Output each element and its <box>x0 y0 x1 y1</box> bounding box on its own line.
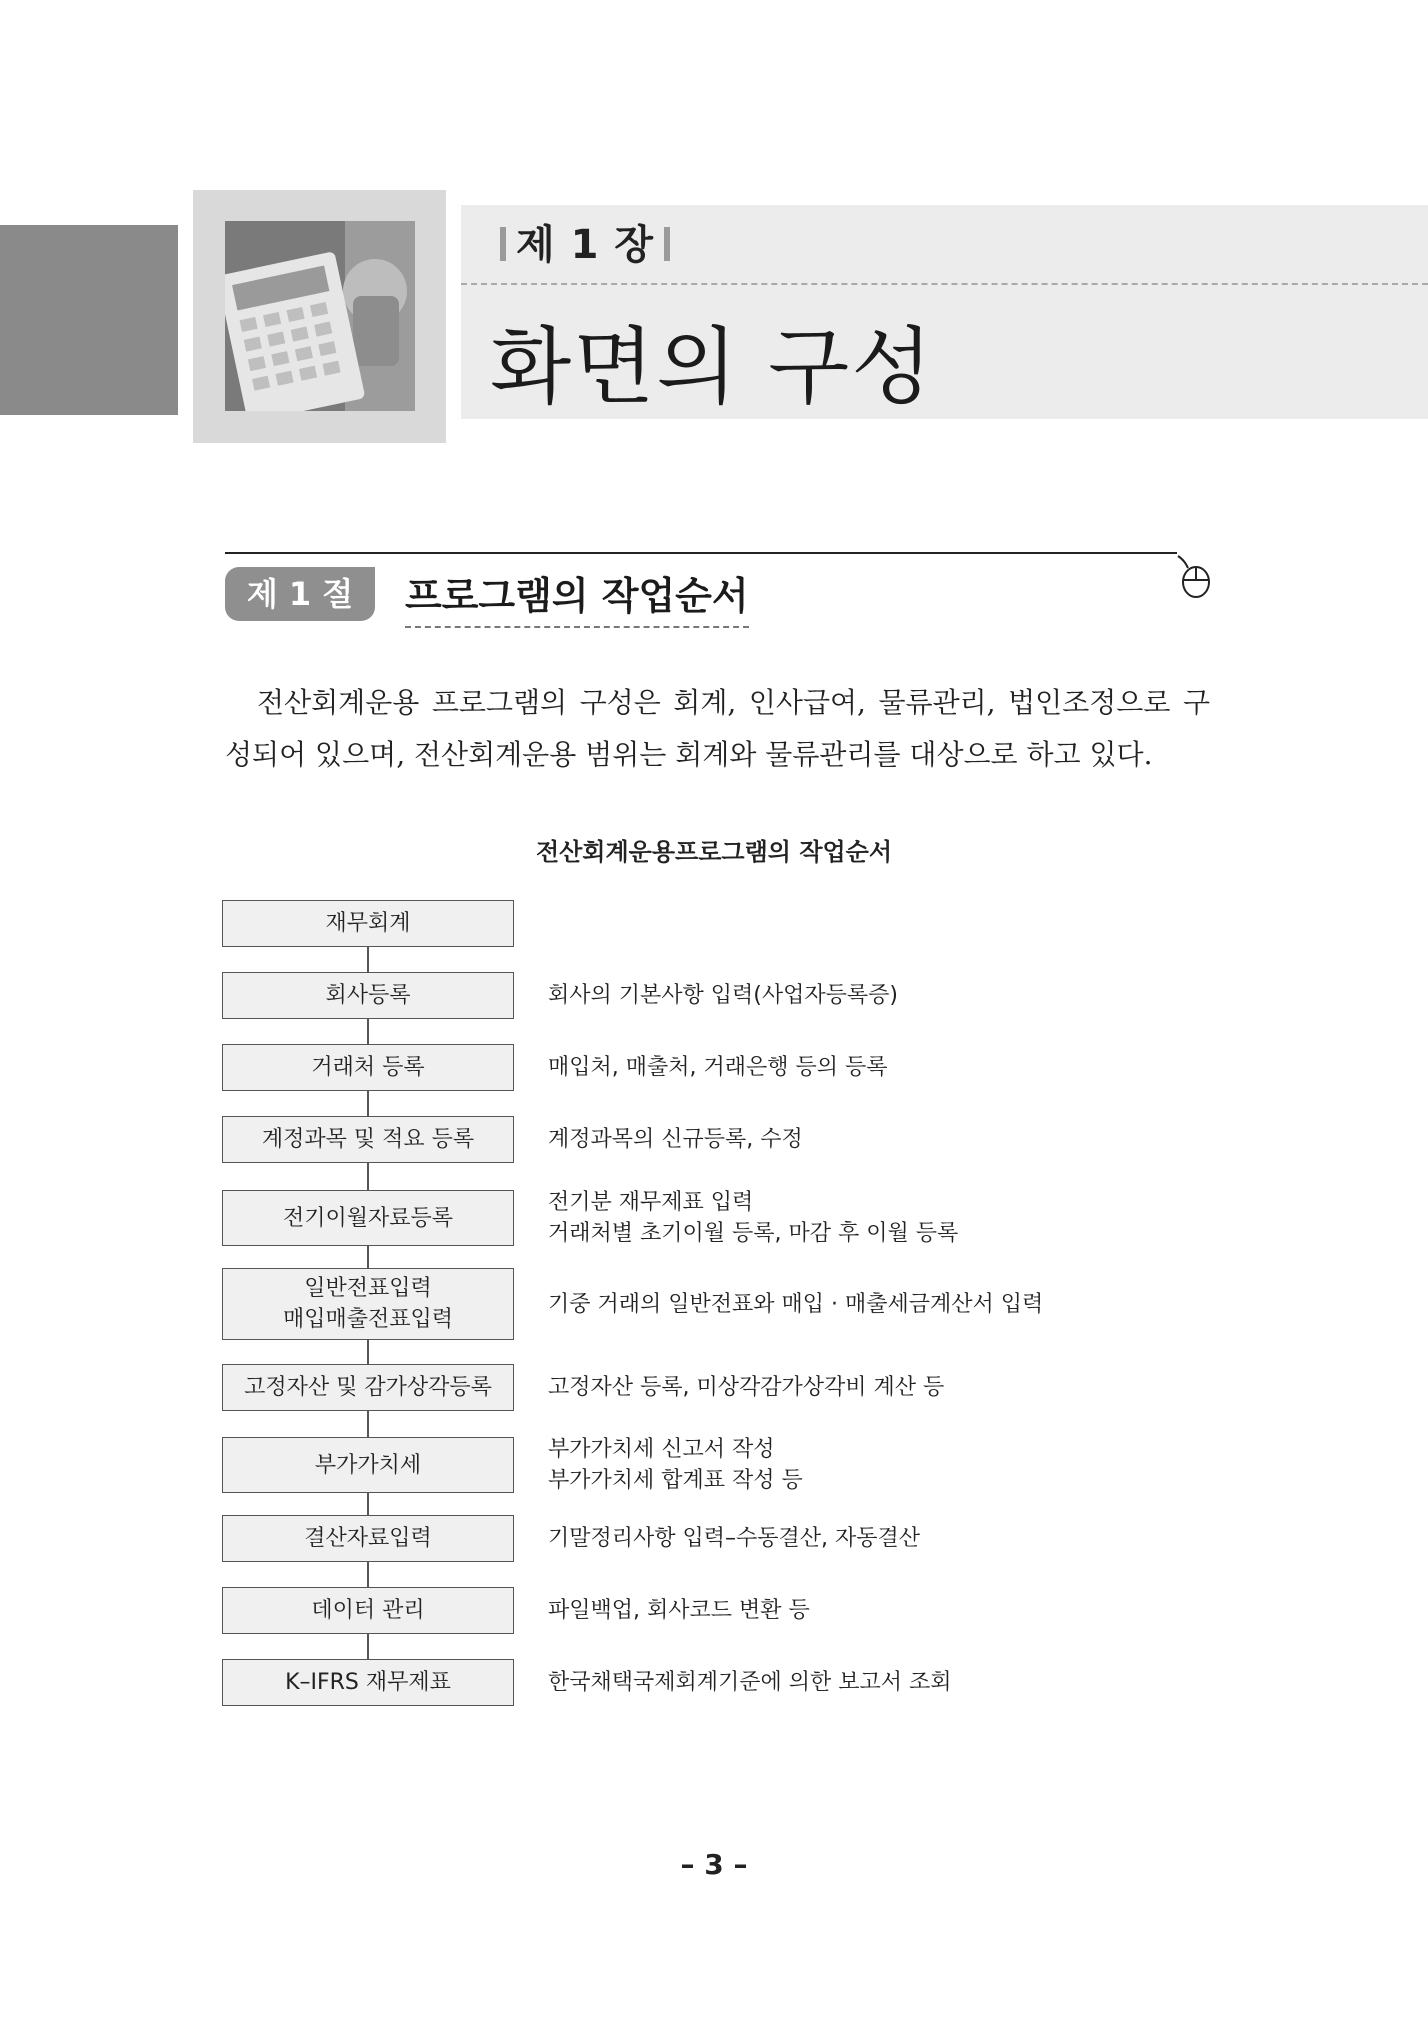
step-description-line: 기말정리사항 입력–수동결산, 자동결산 <box>548 1526 921 1551</box>
step-description <box>548 1124 803 1155</box>
step-label: 전기이월자료등록 <box>282 1205 454 1231</box>
section-title: 프로그램의 작업순서 <box>405 565 749 628</box>
step-description-line: 부가가치세 합계표 작성 등 <box>548 1468 803 1493</box>
step-description <box>548 1289 1043 1320</box>
step-description <box>548 1523 920 1554</box>
step-label: 일반전표입력 <box>304 1276 432 1301</box>
step-description-line: 전기분 재무제표 입력 <box>548 1190 754 1215</box>
step-description-line: 매입처, 매출처, 거래은행 등의 등록 <box>548 1055 888 1080</box>
step-description <box>548 1187 958 1249</box>
chapter-number <box>490 213 680 270</box>
step-label: 계정과목 및 적요 등록 <box>261 1127 475 1152</box>
step-description-line: 회사의 기본사항 입력(사업자등록증) <box>548 983 898 1008</box>
step-label: 데이터 관리 <box>311 1598 425 1623</box>
step-label: K–IFRS 재무제표 <box>285 1670 451 1695</box>
step-box <box>222 1437 514 1493</box>
chapter-number-label: 제 1 장 <box>516 222 654 268</box>
step-description <box>548 1667 952 1698</box>
step-box <box>222 972 514 1019</box>
step-label: 고정자산 및 감가상각등록 <box>244 1375 492 1400</box>
intro-paragraph-text: 전산회계운용 프로그램의 구성은 회계, 인사급여, 물류관리, 법인조정으로 구성되어 있으며, 전산회계운용 범위는 회계와 물류관리를 대상으로 하고 있다. <box>225 686 1210 771</box>
section-badge: 제 1 절 <box>225 567 375 621</box>
step-box <box>222 1364 514 1411</box>
step-description-line: 한국채택국제회계기준에 의한 보고서 조회 <box>548 1670 952 1695</box>
calculator-photo-icon <box>225 221 415 411</box>
step-label: 회사등록 <box>325 983 411 1008</box>
step-description <box>548 1372 944 1403</box>
mouse-icon <box>1176 554 1212 604</box>
step-description-line: 고정자산 등록, 미상각감가상각비 계산 등 <box>548 1375 945 1400</box>
step-description <box>548 980 898 1011</box>
chapter-side-band <box>0 225 178 415</box>
step-box <box>222 1515 514 1562</box>
step-box <box>222 1044 514 1091</box>
chapter-dash-separator <box>461 283 1428 285</box>
step-description <box>548 1595 810 1626</box>
step-label: 거래처 등록 <box>311 1055 425 1080</box>
step-box <box>222 1659 514 1706</box>
step-box <box>222 900 514 947</box>
step-description-line: 거래처별 초기이월 등록, 마감 후 이월 등록 <box>548 1221 959 1246</box>
bar-mark-left <box>500 227 506 261</box>
step-label: 결산자료입력 <box>304 1526 432 1551</box>
intro-paragraph <box>225 677 1210 781</box>
step-description <box>548 1052 888 1083</box>
step-label: 부가가치세 <box>314 1452 422 1478</box>
section-rule <box>225 552 1177 554</box>
step-label: 재무회계 <box>325 911 411 936</box>
bar-mark-right <box>664 227 670 261</box>
diagram-title: 전산회계운용프로그램의 작업순서 <box>535 838 893 866</box>
step-description-line: 기중 거래의 일반전표와 매입 · 매출세금계산서 입력 <box>548 1291 1044 1317</box>
step-box <box>222 1268 514 1340</box>
step-box <box>222 1116 514 1163</box>
step-description-line: 부가가치세 신고서 작성 <box>548 1437 775 1462</box>
chapter-title: 화면의 구성 <box>490 318 935 416</box>
step-description <box>548 1434 803 1496</box>
step-box <box>222 1190 514 1246</box>
page-number: – 3 – <box>680 1848 748 1881</box>
step-box <box>222 1587 514 1634</box>
step-description-line: 계정과목의 신규등록, 수정 <box>548 1127 803 1152</box>
step-label: 매입매출전표입력 <box>282 1307 454 1332</box>
step-description-line: 파일백업, 회사코드 변환 등 <box>548 1598 810 1623</box>
